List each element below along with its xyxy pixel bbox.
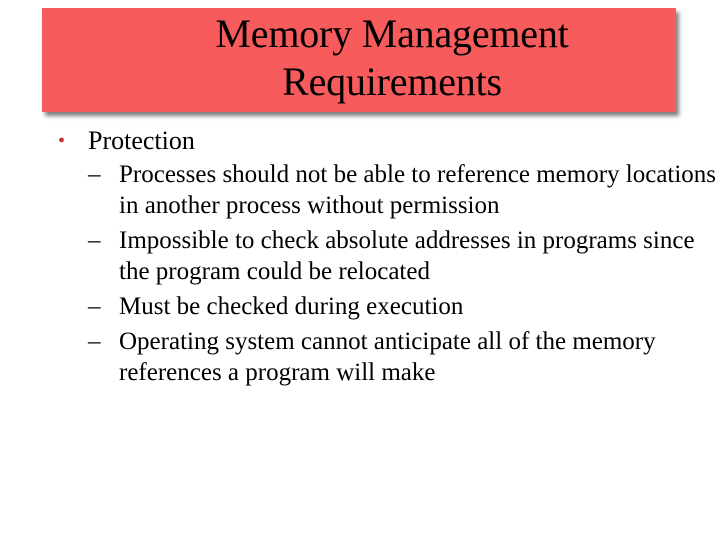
title-line-2: Requirements (282, 59, 502, 104)
sub-bullet-marker: – (88, 161, 101, 188)
sub-bullet-text: Must be checked during execution (119, 293, 464, 320)
sub-bullet-text: Operating system cannot anticipate all of the memory references a program will make (119, 328, 656, 386)
sub-bullet-item (58, 291, 718, 322)
slide-title (42, 10, 720, 106)
bullet-item (58, 123, 718, 159)
sub-bullet-marker: – (88, 227, 101, 254)
sub-bullet-item (58, 159, 718, 221)
sub-bullet-text: Impossible to check absolute addresses in programs since the program could be relocated (119, 227, 695, 285)
bullet-marker: • (58, 130, 66, 152)
title-line-1: Memory Management (215, 11, 569, 56)
sub-bullet-item (58, 225, 718, 287)
sub-bullet-text: Processes should not be able to reference memory locations in another process without permission (119, 161, 717, 219)
slide-body (58, 123, 718, 392)
sub-bullet-item (58, 326, 718, 388)
bullet-text: Protection (88, 126, 195, 155)
sub-bullet-marker: – (88, 293, 101, 320)
sub-bullet-list (58, 159, 718, 388)
sub-bullet-marker: – (88, 328, 101, 355)
